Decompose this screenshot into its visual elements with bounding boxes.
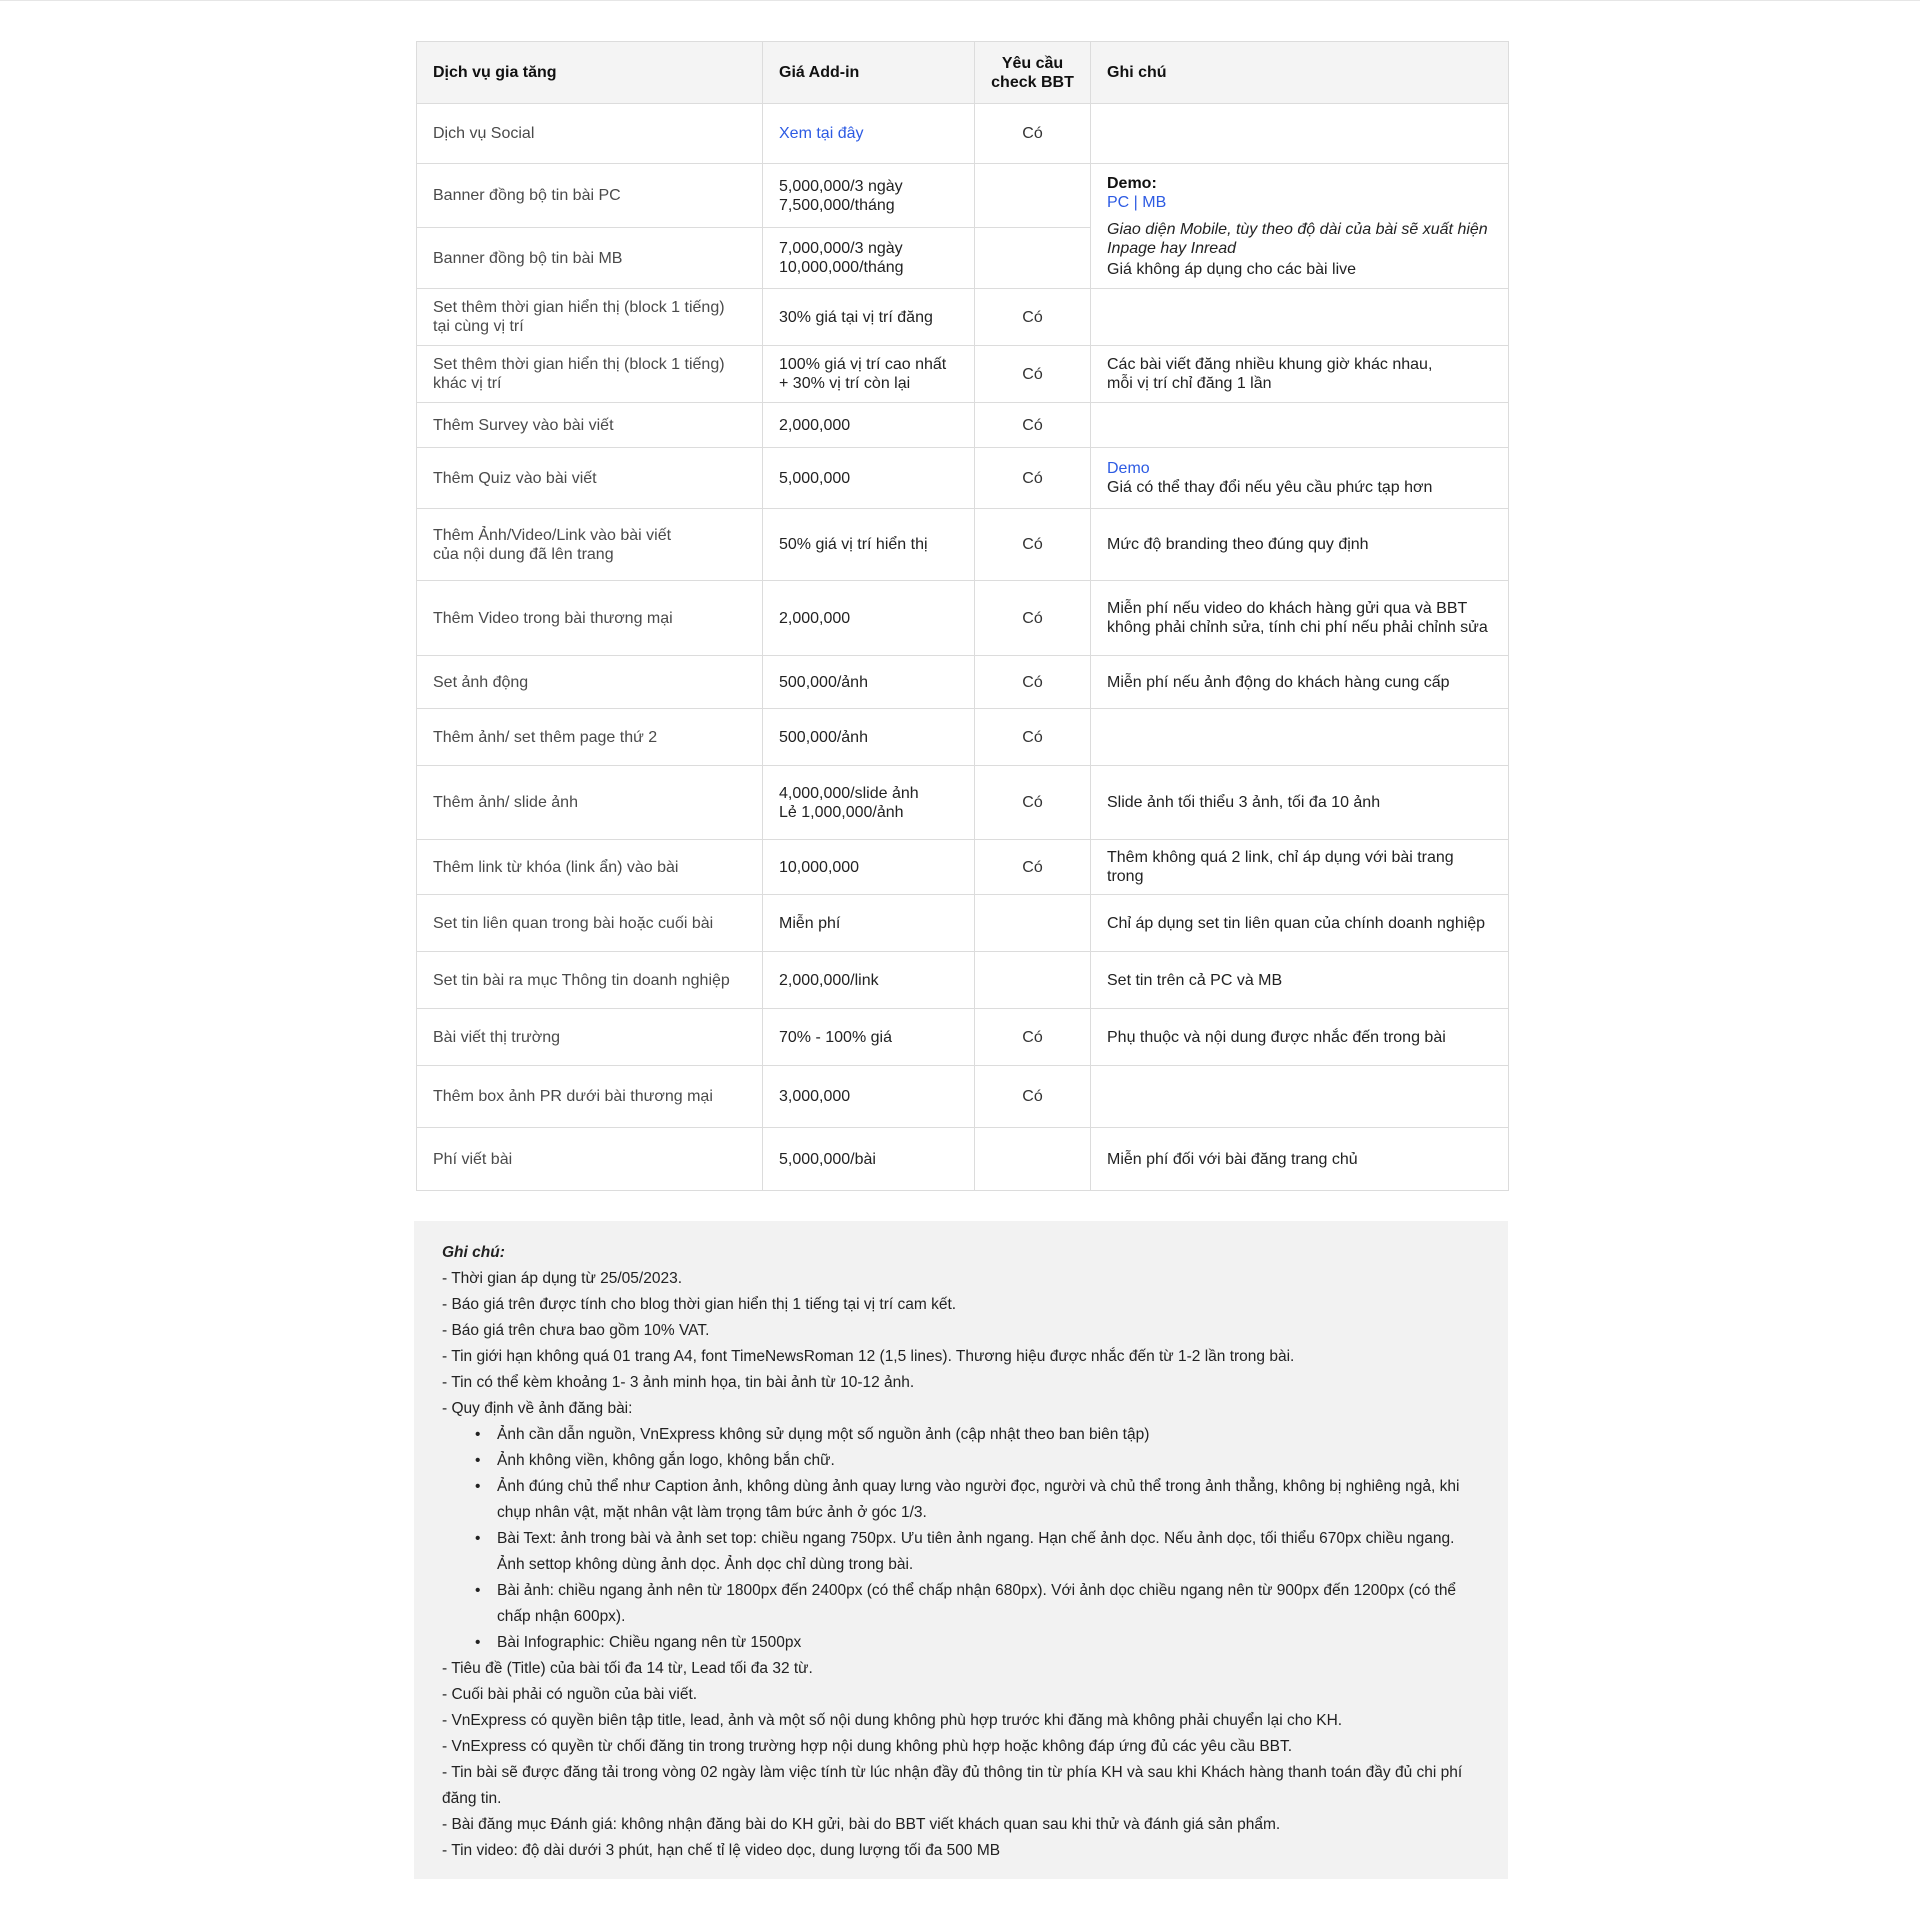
service-cell: Thêm Ảnh/Video/Link vào bài viết của nội dung đã lên trang xyxy=(417,509,763,581)
check-cell: Có xyxy=(975,509,1091,581)
service-cell: Dịch vụ Social xyxy=(417,104,763,164)
note-line: - Bài đăng mục Đánh giá: không nhận đăng bài do KH gửi, bài do BBT viết khách quan sau khi thử và đánh giá sản phẩm. xyxy=(442,1816,1281,1833)
table-row xyxy=(417,164,1509,228)
check-cell: Có xyxy=(975,1009,1091,1066)
note-cell: Phụ thuộc và nội dung được nhắc đến trong bài xyxy=(1091,1009,1509,1066)
check-cell: Có xyxy=(975,709,1091,766)
table-row xyxy=(417,581,1509,656)
table-row xyxy=(417,1128,1509,1191)
note-line: - Báo giá trên chưa bao gồm 10% VAT. xyxy=(442,1322,710,1339)
note-cell xyxy=(1091,1066,1509,1128)
note-line: - VnExpress có quyền từ chối đăng tin trong trường hợp nội dung không phù hợp hoặc không đáp ứng đủ các yêu cầu BBT. xyxy=(442,1738,1293,1755)
note-line: - Tin bài sẽ được đăng tải trong vòng 02 ngày làm việc tính từ lúc nhận đầy đủ thông tin từ phía KH và sau khi Khách hàng thanh toán đầy đủ chi phí đăng tin. xyxy=(442,1764,1463,1807)
view-here-link[interactable]: Xem tại đây xyxy=(779,125,864,142)
demo-separator: | xyxy=(1129,193,1143,211)
photo-rules-list xyxy=(442,1422,1480,1656)
check-cell xyxy=(975,1128,1091,1191)
header-note: Ghi chú xyxy=(1091,42,1509,104)
table-row xyxy=(417,448,1509,509)
price-cell: 500,000/ảnh xyxy=(763,656,975,709)
bullet-item: • Ảnh đúng chủ thể như Caption ảnh, không dùng ảnh quay lưng vào người đọc, người và chủ thể trong ảnh thẳng, không bị nghiêng ngả, khi chụp nhân vật, mặt nhân vật làm trọng tâm bức ảnh ở góc 1/3. xyxy=(497,1474,1480,1526)
note-cell: Slide ảnh tối thiểu 3 ảnh, tối đa 10 ảnh xyxy=(1091,766,1509,840)
price-cell: 5,000,000/bài xyxy=(763,1128,975,1191)
service-cell: Set thêm thời gian hiển thị (block 1 tiếng) tại cùng vị trí xyxy=(417,289,763,346)
note-cell xyxy=(1091,448,1509,509)
note-line: - Thời gian áp dụng từ 25/05/2023. xyxy=(442,1270,683,1287)
note-line: - Báo giá trên được tính cho blog thời gian hiển thị 1 tiếng tại vị trí cam kết. xyxy=(442,1296,957,1313)
price-cell: 4,000,000/slide ảnh Lẻ 1,000,000/ảnh xyxy=(763,766,975,840)
service-cell: Phí viết bài xyxy=(417,1128,763,1191)
note-cell: Thêm không quá 2 link, chỉ áp dụng với bài trang trong xyxy=(1091,840,1509,895)
price-cell: Miễn phí xyxy=(763,895,975,952)
demo-mb-link[interactable]: MB xyxy=(1142,193,1167,211)
table-row xyxy=(417,289,1509,346)
note-cell xyxy=(1091,289,1509,346)
price-cell: 2,000,000 xyxy=(763,403,975,448)
table-row xyxy=(417,952,1509,1009)
service-cell: Thêm ảnh/ slide ảnh xyxy=(417,766,763,840)
note-cell xyxy=(1091,104,1509,164)
live-note: Giá không áp dụng cho các bài live xyxy=(1107,260,1357,278)
price-cell: 50% giá vị trí hiển thị xyxy=(763,509,975,581)
table-row xyxy=(417,403,1509,448)
table-row xyxy=(417,104,1509,164)
note-cell: Miễn phí đối với bài đăng trang chủ xyxy=(1091,1128,1509,1191)
note-cell: Set tin trên cả PC và MB xyxy=(1091,952,1509,1009)
mobile-note: Giao diện Mobile, tùy theo độ dài của bài sẽ xuất hiện Inpage hay Inread xyxy=(1107,220,1488,257)
notes-box xyxy=(414,1221,1508,1879)
demo-label: Demo: xyxy=(1107,174,1157,192)
service-cell: Thêm Video trong bài thương mại xyxy=(417,581,763,656)
check-cell: Có xyxy=(975,346,1091,403)
service-cell: Thêm Survey vào bài viết xyxy=(417,403,763,448)
pricing-table xyxy=(416,41,1509,1191)
price-cell: 2,000,000/link xyxy=(763,952,975,1009)
note-line: - Tin giới hạn không quá 01 trang A4, font TimeNewsRoman 12 (1,5 lines). Thương hiệu được nhắc đến từ 1-2 lần trong bài. xyxy=(442,1348,1295,1365)
note-cell: Miễn phí nếu video do khách hàng gửi qua và BBT không phải chỉnh sửa, tính chi phí nếu phải chỉnh sửa xyxy=(1091,581,1509,656)
check-cell: Có xyxy=(975,766,1091,840)
quiz-demo-link[interactable]: Demo xyxy=(1107,460,1150,477)
note-line: - Tin video: độ dài dưới 3 phút, hạn chế tỉ lệ video dọc, dung lượng tối đa 500 MB xyxy=(442,1842,1001,1859)
check-cell: Có xyxy=(975,840,1091,895)
price-cell xyxy=(763,104,975,164)
bullet-item: • Bài Infographic: Chiều ngang nên từ 1500px xyxy=(497,1630,1480,1656)
check-cell: Có xyxy=(975,581,1091,656)
service-cell: Set tin liên quan trong bài hoặc cuối bài xyxy=(417,895,763,952)
note-line: - Tiêu đề (Title) của bài tối đa 14 từ, Lead tối đa 32 từ. xyxy=(442,1660,813,1677)
service-cell: Thêm Quiz vào bài viết xyxy=(417,448,763,509)
note-line: - Tin có thể kèm khoảng 1- 3 ảnh minh họa, tin bài ảnh từ 10-12 ảnh. xyxy=(442,1374,915,1391)
quiz-note: Giá có thể thay đổi nếu yêu cầu phức tạp hơn xyxy=(1107,479,1433,496)
demo-pc-link[interactable]: PC xyxy=(1107,193,1130,211)
table-row xyxy=(417,895,1509,952)
header-service: Dịch vụ gia tăng xyxy=(417,42,763,104)
price-cell: 500,000/ảnh xyxy=(763,709,975,766)
price-cell: 70% - 100% giá xyxy=(763,1009,975,1066)
notes-title: Ghi chú: xyxy=(442,1244,505,1261)
price-cell: 7,000,000/3 ngày 10,000,000/tháng xyxy=(763,228,975,289)
price-cell: 5,000,000/3 ngày 7,500,000/tháng xyxy=(763,164,975,228)
price-cell: 30% giá tại vị trí đăng xyxy=(763,289,975,346)
bullet-item: • Ảnh không viền, không gắn logo, không bắn chữ. xyxy=(497,1448,1480,1474)
check-cell xyxy=(975,228,1091,289)
note-line: - Quy định về ảnh đăng bài: xyxy=(442,1400,633,1417)
note-line: - Cuối bài phải có nguồn của bài viết. xyxy=(442,1686,698,1703)
bullet-item: • Ảnh cần dẫn nguồn, VnExpress không sử dụng một số nguồn ảnh (cập nhật theo ban biên tập) xyxy=(497,1422,1480,1448)
service-cell: Bài viết thị trường xyxy=(417,1009,763,1066)
service-cell: Set tin bài ra mục Thông tin doanh nghiệp xyxy=(417,952,763,1009)
check-cell xyxy=(975,164,1091,228)
price-cell: 2,000,000 xyxy=(763,581,975,656)
note-cell xyxy=(1091,709,1509,766)
service-cell: Banner đồng bộ tin bài PC xyxy=(417,164,763,228)
check-cell: Có xyxy=(975,1066,1091,1128)
check-cell: Có xyxy=(975,104,1091,164)
table-row xyxy=(417,656,1509,709)
note-line: - VnExpress có quyền biên tập title, lead, ảnh và một số nội dung không phù hợp trước khi đăng mà không phải chuyển lại cho KH. xyxy=(442,1712,1343,1729)
table-row xyxy=(417,709,1509,766)
table-row xyxy=(417,1009,1509,1066)
service-cell: Thêm ảnh/ set thêm page thứ 2 xyxy=(417,709,763,766)
note-cell xyxy=(1091,403,1509,448)
service-cell: Banner đồng bộ tin bài MB xyxy=(417,228,763,289)
header-check: Yêu cầu check BBT xyxy=(975,42,1091,104)
note-cell: Chỉ áp dụng set tin liên quan của chính doanh nghiệp xyxy=(1091,895,1509,952)
note-cell: Mức độ branding theo đúng quy định xyxy=(1091,509,1509,581)
bullet-item: • Bài ảnh: chiều ngang ảnh nên từ 1800px đến 2400px (có thể chấp nhận 680px). Với ảnh dọc chiều ngang nên từ 900px đến 1200px (có thể chấp nhận 600px). xyxy=(497,1578,1480,1630)
price-cell: 10,000,000 xyxy=(763,840,975,895)
service-cell: Thêm link từ khóa (link ẩn) vào bài xyxy=(417,840,763,895)
table-row xyxy=(417,509,1509,581)
check-cell xyxy=(975,952,1091,1009)
top-divider xyxy=(0,0,1920,1)
price-cell: 5,000,000 xyxy=(763,448,975,509)
note-cell: Các bài viết đăng nhiều khung giờ khác nhau, mỗi vị trí chỉ đăng 1 lần xyxy=(1091,346,1509,403)
table-row xyxy=(417,766,1509,840)
bullet-item: • Bài Text: ảnh trong bài và ảnh set top: chiều ngang 750px. Ưu tiên ảnh ngang. Hạn chế ảnh dọc. Nếu ảnh dọc, tối thiểu 670px chiều ngang. Ảnh settop không dùng ảnh dọc. Ảnh dọc chỉ dùng trong bài. xyxy=(497,1526,1480,1578)
check-cell xyxy=(975,895,1091,952)
price-cell: 100% giá vị trí cao nhất + 30% vị trí còn lại xyxy=(763,346,975,403)
check-cell: Có xyxy=(975,403,1091,448)
note-cell: Miễn phí nếu ảnh động do khách hàng cung cấp xyxy=(1091,656,1509,709)
service-cell: Set thêm thời gian hiển thị (block 1 tiếng) khác vị trí xyxy=(417,346,763,403)
table-row xyxy=(417,840,1509,895)
price-cell: 3,000,000 xyxy=(763,1066,975,1128)
table-row xyxy=(417,1066,1509,1128)
check-cell: Có xyxy=(975,289,1091,346)
service-cell: Thêm box ảnh PR dưới bài thương mại xyxy=(417,1066,763,1128)
demo-links xyxy=(1107,193,1492,212)
table-header-row xyxy=(417,42,1509,104)
table-row xyxy=(417,346,1509,403)
check-cell: Có xyxy=(975,656,1091,709)
service-cell: Set ảnh động xyxy=(417,656,763,709)
note-cell xyxy=(1091,164,1509,289)
check-cell: Có xyxy=(975,448,1091,509)
header-price: Giá Add-in xyxy=(763,42,975,104)
